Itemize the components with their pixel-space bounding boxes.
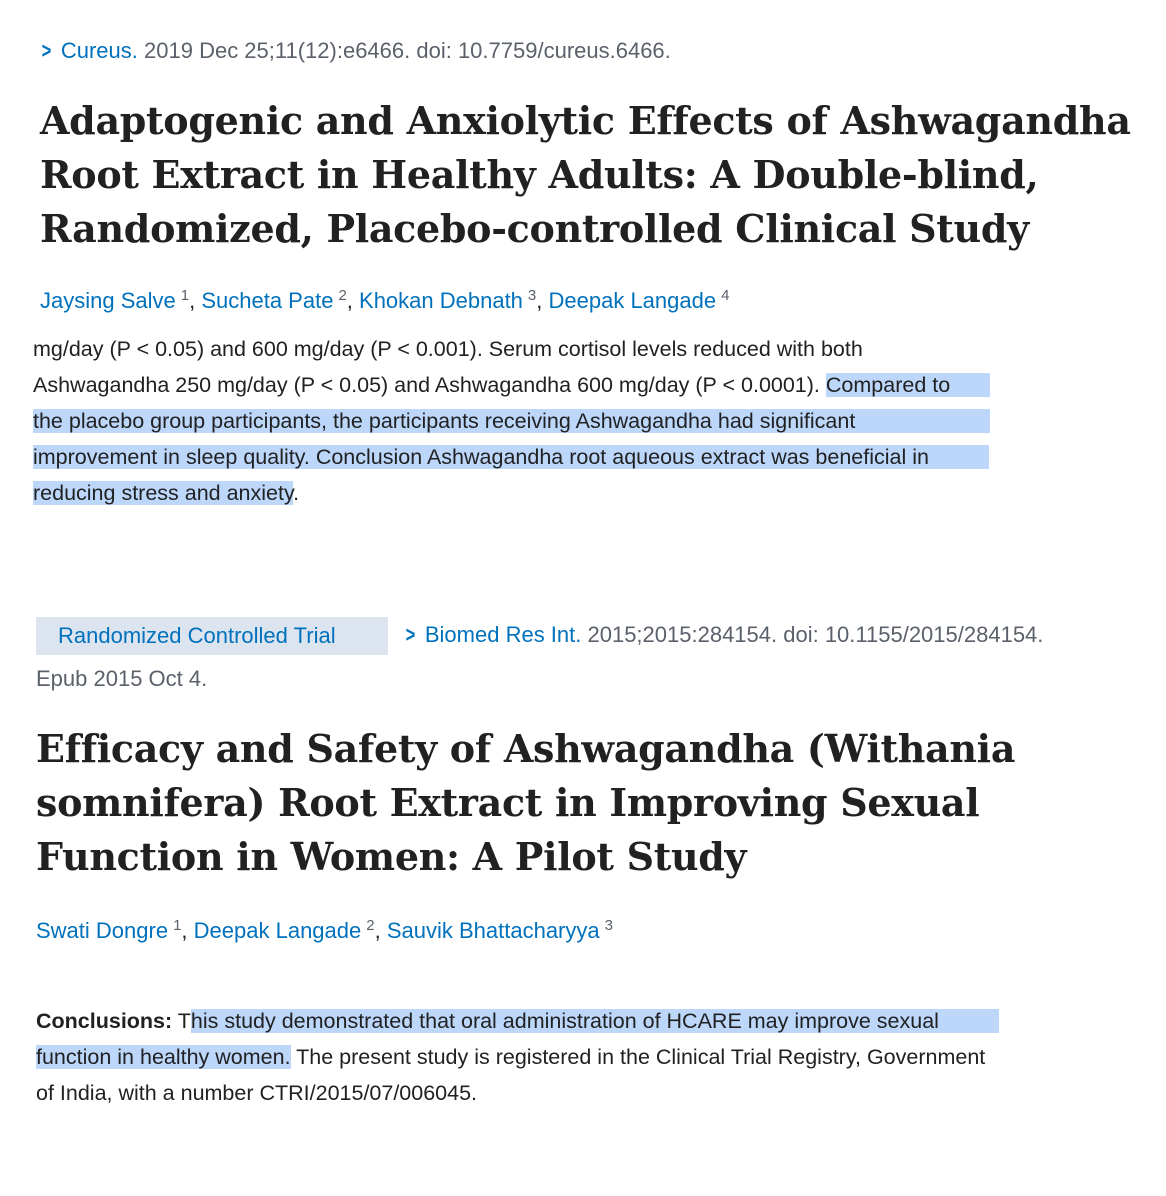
abstract-text: . [293, 481, 300, 505]
article2-title-line: somnifera) Root Extract in Improving Sexual [36, 780, 980, 825]
abstract-line [33, 367, 1133, 403]
article2-title[interactable] [36, 722, 1015, 884]
highlighted-text: improvement in sleep quality. Conclusion Ashwagandha root aqueous extract was beneficial in [33, 445, 989, 469]
author-link[interactable]: Deepak Langade [548, 288, 717, 313]
author-link[interactable]: Sauvik Bhattacharyya [386, 918, 600, 943]
highlighted-text: his study demonstrated that oral administration of HCARE may improve sexual [191, 1009, 999, 1033]
author-affiliation[interactable]: 3 [604, 917, 613, 934]
author-affiliation[interactable]: 2 [338, 287, 347, 304]
author-link[interactable]: Khokan Debnath [359, 288, 523, 313]
abstract-line [33, 439, 1133, 475]
abstract-line [36, 1039, 1126, 1075]
abstract-text: The present study is registered in the Clinical Trial Registry, Government [290, 1045, 986, 1069]
author-link[interactable]: Jaysing Salve [40, 288, 176, 313]
chevron-right-icon: > [405, 622, 416, 647]
author-affiliation[interactable]: 4 [721, 287, 730, 304]
highlighted-text: the placebo group participants, the participants receiving Ashwagandha had significant [33, 409, 990, 433]
author-link[interactable]: Swati Dongre [36, 918, 169, 943]
abstract-line: of India, with a number CTRI/2015/07/006045. [36, 1081, 478, 1105]
author-affiliation[interactable]: 1 [173, 917, 182, 934]
article1-abstract [33, 331, 1133, 511]
abstract-text: Ashwagandha 250 mg/day (P < 0.05) and Ashwagandha 600 mg/day (P < 0.0001). [33, 373, 826, 397]
abstract-line: mg/day (P < 0.05) and 600 mg/day (P < 0.001). Serum cortisol levels reduced with both [33, 337, 863, 361]
author-affiliation[interactable]: 2 [366, 917, 375, 934]
article2-title-line: Function in Women: A Pilot Study [36, 834, 747, 879]
article2-epub: Epub 2015 Oct 4. [36, 666, 208, 691]
author-link[interactable]: Deepak Langade [193, 918, 362, 943]
article1-journal-link[interactable]: Cureus. [60, 38, 138, 63]
article1-citation [40, 38, 671, 64]
author-affiliation[interactable]: 1 [180, 287, 190, 304]
article2-abstract [36, 1003, 1126, 1111]
chevron-right-icon: > [41, 38, 52, 63]
highlighted-text: reducing stress and anxiety [33, 481, 294, 505]
highlighted-text: function in healthy women. [36, 1045, 291, 1069]
abstract-text: T [172, 1009, 191, 1033]
article1-title-line: Adaptogenic and Anxiolytic Effects of Ashwagandha [40, 98, 1131, 143]
author-affiliation[interactable]: 3 [527, 287, 537, 304]
conclusions-label: Conclusions: [36, 1009, 173, 1033]
article2-title-line: Efficacy and Safety of Ashwagandha (Withania [36, 726, 1016, 771]
article1-citation-text: 2019 Dec 25;11(12):e6466. doi: 10.7759/cureus.6466. [137, 38, 671, 63]
article2-citation-text: 2015;2015:284154. doi: 10.1155/2015/284154. [581, 622, 1044, 647]
article2-citation [404, 622, 1043, 648]
article1-authors: Jaysing Salve $^1$, Sucheta Pate $^2$, Khokan Debnath $^3$, Deepak Langade $^4$ [40, 287, 730, 313]
article1-title-line: Root Extract in Healthy Adults: A Double-blind, [40, 152, 1039, 197]
abstract-line [33, 403, 1133, 439]
publication-type-badge: Randomized Controlled Trial [36, 617, 388, 655]
article1-title-line: Randomized, Placebo-controlled Clinical Study [40, 206, 1029, 251]
highlighted-text: Compared to [826, 373, 990, 397]
author-link[interactable]: Sucheta Pate [201, 288, 334, 313]
abstract-line [33, 475, 1133, 511]
article1-title[interactable] [40, 94, 1131, 256]
article2-journal-link[interactable]: Biomed Res Int. [424, 622, 582, 647]
article2-authors: Swati Dongre $^1$, Deepak Langade $^2$, Sauvik Bhattacharyya $^3$ [36, 917, 613, 943]
abstract-line [36, 1003, 1126, 1039]
